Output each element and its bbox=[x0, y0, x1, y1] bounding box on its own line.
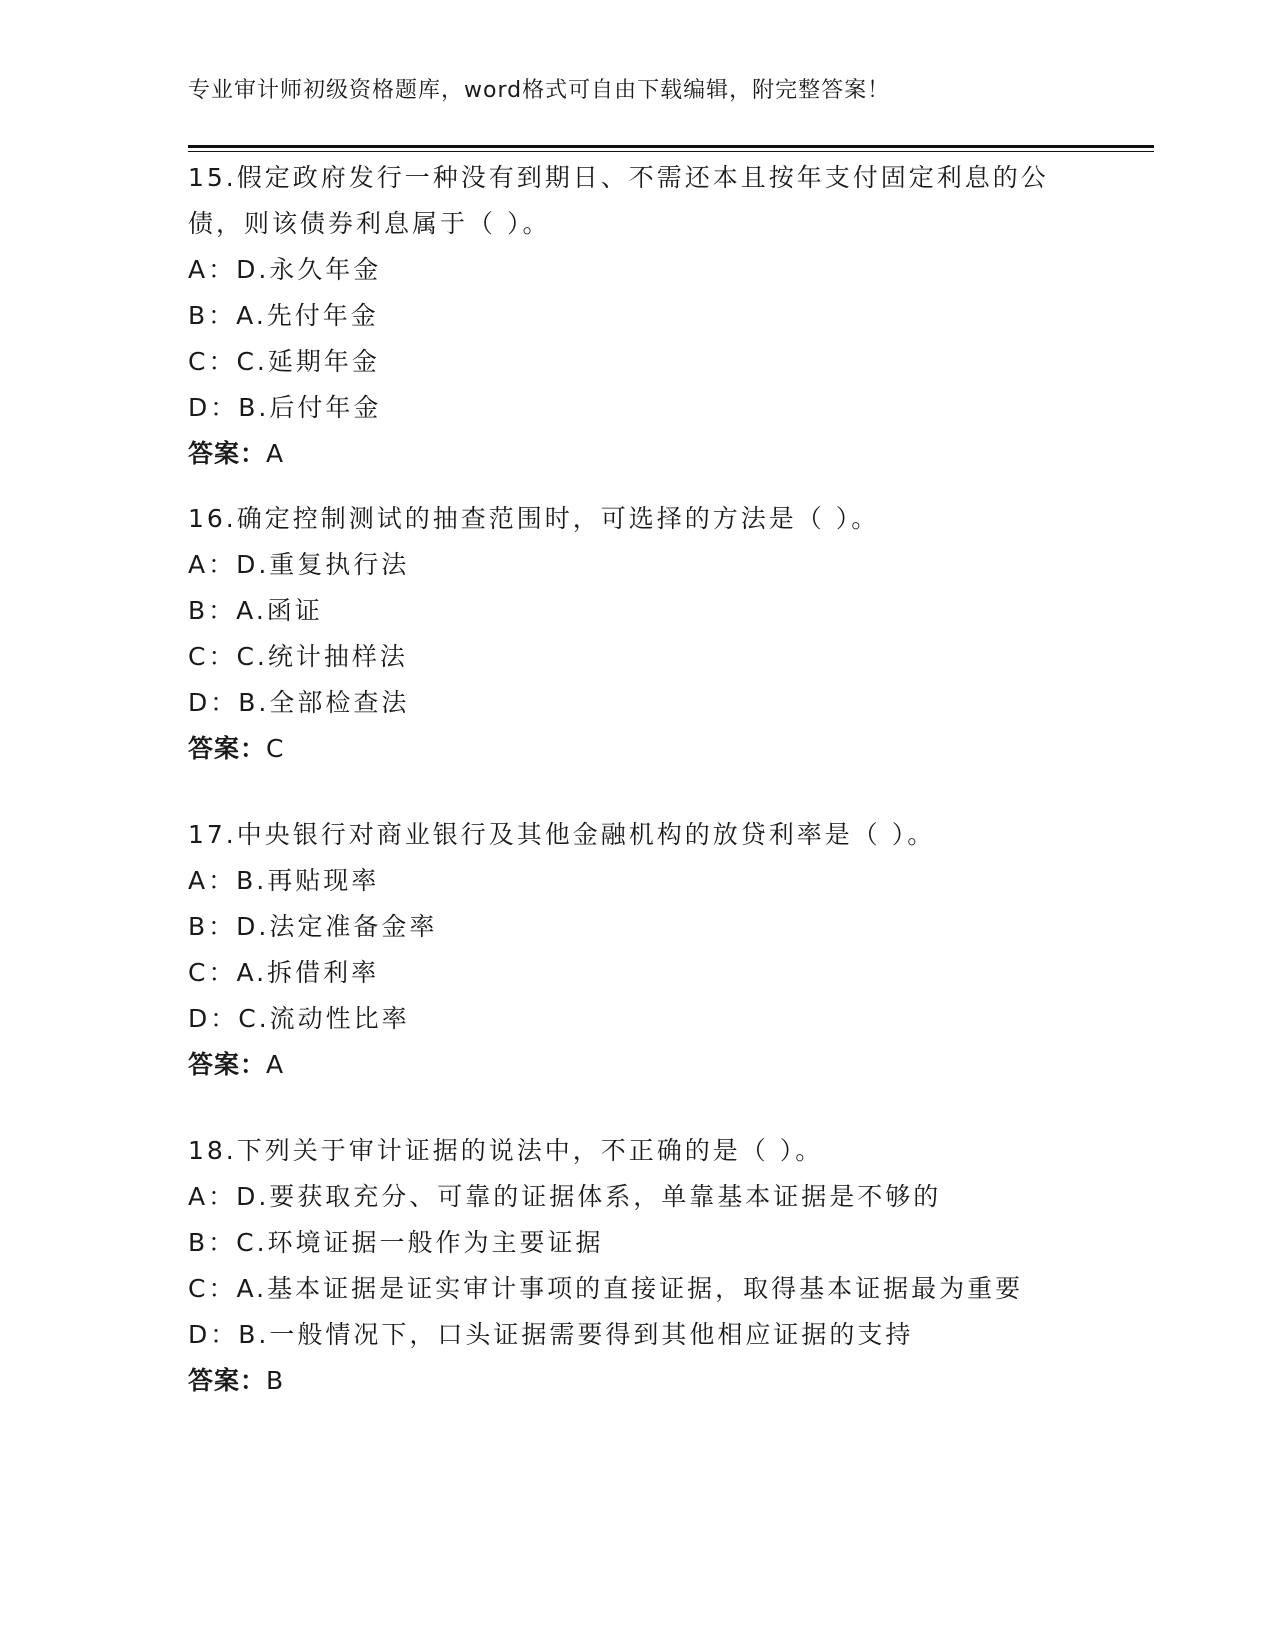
header-note: 专业审计师初级资格题库，word格式可自由下载编辑，附完整答案！ bbox=[188, 78, 891, 103]
option-c: C：C.统计抽样法 bbox=[188, 642, 408, 671]
answer-label: 答案： bbox=[188, 734, 267, 763]
answer-value: A bbox=[266, 439, 285, 468]
question-16 bbox=[188, 496, 1088, 772]
option-c: C：A.基本证据是证实审计事项的直接证据，取得基本证据最为重要 bbox=[188, 1274, 1024, 1303]
answer-label: 答案： bbox=[188, 439, 267, 468]
question-15 bbox=[188, 155, 1088, 477]
option-b: B：C.环境证据一般作为主要证据 bbox=[188, 1228, 604, 1257]
answer-value: C bbox=[266, 734, 285, 763]
question-17 bbox=[188, 812, 1088, 1088]
answer-line bbox=[188, 1042, 1088, 1088]
option-b: B：A.先付年金 bbox=[188, 301, 379, 330]
question-stem-line: 债，则该债券利息属于（ ）。 bbox=[188, 209, 551, 238]
answer-line bbox=[188, 431, 1088, 477]
option-d: D：B.后付年金 bbox=[188, 393, 382, 422]
answer-line bbox=[188, 726, 1088, 772]
question-18 bbox=[188, 1128, 1088, 1404]
option-b: B：D.法定准备金率 bbox=[188, 912, 438, 941]
answer-label: 答案： bbox=[188, 1366, 267, 1395]
option-d: D：C.流动性比率 bbox=[188, 1004, 410, 1033]
question-stem-line: 18.下列关于审计证据的说法中，不正确的是（ ）。 bbox=[188, 1136, 824, 1165]
header-rule-thick bbox=[188, 145, 1154, 148]
answer-line bbox=[188, 1358, 1088, 1404]
answer-label: 答案： bbox=[188, 1050, 267, 1079]
option-a: A：D.重复执行法 bbox=[188, 550, 410, 579]
option-b: B：A.函证 bbox=[188, 596, 323, 625]
option-a: A：D.要获取充分、可靠的证据体系，单靠基本证据是不够的 bbox=[188, 1182, 942, 1211]
question-stem-line: 17.中央银行对商业银行及其他金融机构的放贷利率是（ ）。 bbox=[188, 820, 936, 849]
option-a: A：B.再贴现率 bbox=[188, 866, 380, 895]
option-d: D：B.全部检查法 bbox=[188, 688, 410, 717]
option-c: C：C.延期年金 bbox=[188, 347, 380, 376]
question-stem-line: 15.假定政府发行一种没有到期日、不需还本且按年支付固定利息的公 bbox=[188, 163, 1049, 192]
answer-value: B bbox=[266, 1366, 285, 1395]
answer-value: A bbox=[266, 1050, 285, 1079]
option-c: C：A.拆借利率 bbox=[188, 958, 380, 987]
header-rule-thin bbox=[188, 151, 1154, 152]
option-a: A：D.永久年金 bbox=[188, 255, 382, 284]
option-d: D：B.一般情况下，口头证据需要得到其他相应证据的支持 bbox=[188, 1320, 914, 1349]
question-stem-line: 16.确定控制测试的抽查范围时，可选择的方法是（ ）。 bbox=[188, 504, 880, 533]
